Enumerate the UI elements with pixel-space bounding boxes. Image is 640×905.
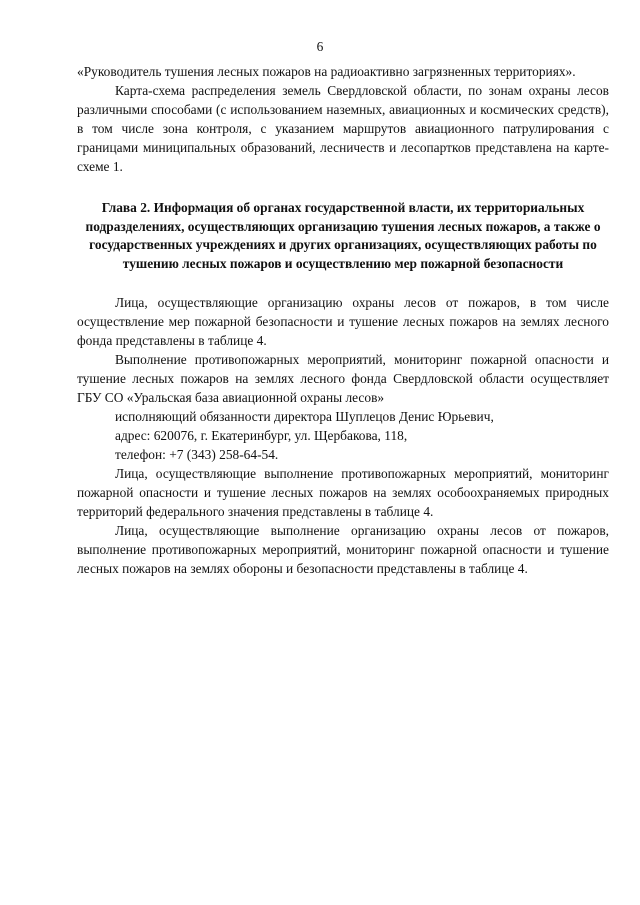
director-line: исполняющий обязанности директора Шуплецов Денис Юрьевич,	[115, 409, 494, 424]
body-paragraph-1: Лица, осуществляющие организацию охраны лесов от пожаров, в том числе осуществление мер пожарной безопасности и тушение лесных пожаров на землях лесного фонда представлены в таблице 4.	[77, 295, 609, 348]
body-paragraph-3: Лица, осуществляющие выполнение противопожарных мероприятий, мониторинг пожарной опасности и тушение лесных пожаров на землях особоохраняемых природных территорий федерального значения представлены в таблице 4.	[77, 466, 609, 519]
page-content	[77, 62, 609, 578]
address-line: адрес: 620076, г. Екатеринбург, ул. Щербакова, 118,	[115, 428, 408, 443]
body-paragraph-4: Лица, осуществляющие выполнение организацию охраны лесов от пожаров, выполнение противопожарных мероприятий, мониторинг пожарной опасности и тушение лесных пожаров на землях обороны и безопасности представлены в таблице 4.	[77, 523, 609, 576]
chapter-title: Глава 2. Информация об органах государственной власти, их территориальных подразделениях, осуществляющих организацию тушения лесных пожаров, а также о государственных учреждениях и других организациях, осуществляющих работы по тушению лесных пожаров и осуществлению мер пожарной безопасности	[85, 200, 601, 271]
intro-paragraph-2: Карта-схема распределения земель Свердловской области, по зонам охраны лесов различными способами (с использованием наземных, авиационных и космических средств), в том числе зона контроля, с указанием маршрутов авиационного патрулирования с границами миниципальных образований, лесничеств и лесопартков представлена на карте-схеме 1.	[77, 83, 609, 174]
body-paragraph-2: Выполнение противопожарных мероприятий, мониторинг пожарной опасности и тушение лесных пожаров на землях лесного фонда Свердловской области осуществляет ГБУ СО «Уральская база авиационной охраны лесов»	[77, 352, 609, 405]
phone-line: телефон: +7 (343) 258-64-54.	[115, 447, 279, 462]
page-number: 6	[316, 39, 324, 54]
intro-paragraph-1: «Руководитель тушения лесных пожаров на радиоактивно загрязненных территориях».	[77, 64, 576, 79]
